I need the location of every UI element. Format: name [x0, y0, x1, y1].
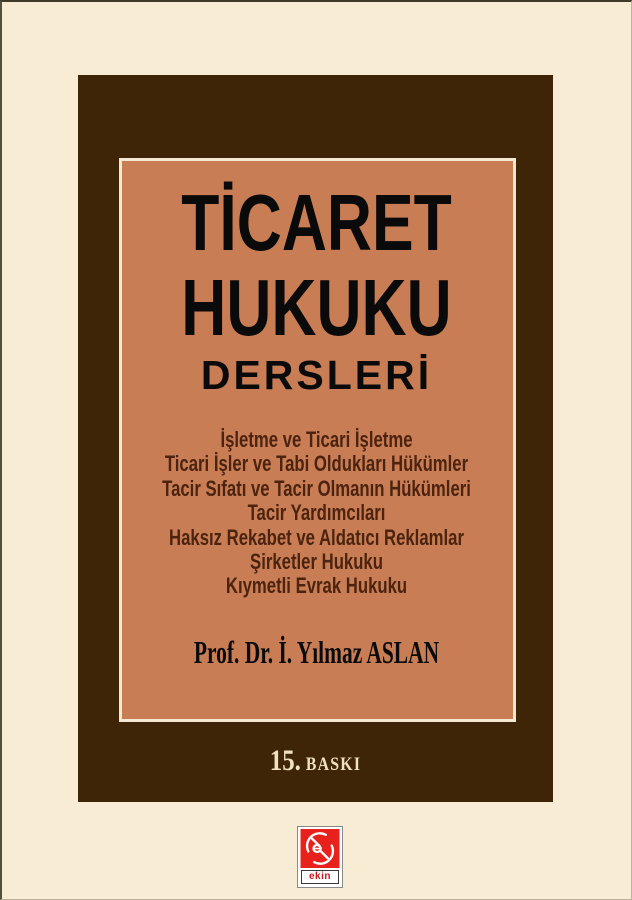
publisher-name: ekin	[301, 870, 339, 884]
publisher-logo	[297, 826, 343, 888]
topic-item: Tacir Yardımcıları	[247, 500, 386, 526]
topic-item: Ticari İşler ve Tabi Oldukları Hükümler	[164, 451, 469, 477]
topic-list	[77, 428, 555, 599]
topic-item: Tacir Sıfatı ve Tacir Olmanın Hükümleri	[162, 475, 471, 501]
edition-line	[118, 746, 512, 776]
topic-item: Haksız Rekabet ve Aldatıcı Reklamlar	[169, 524, 464, 550]
edition-number: 15.	[269, 744, 301, 777]
title-line-2: HUKUKU	[181, 263, 452, 352]
edition-word: BASKI	[305, 754, 362, 775]
topic-item: Kıymetli Evrak Hukuku	[225, 573, 408, 599]
title-line-1: TİCARET	[181, 178, 452, 267]
topic-item: İşletme ve Ticari İşletme	[220, 427, 413, 452]
publisher-emblem-icon	[300, 829, 340, 868]
author-name: Prof. Dr. İ. Yılmaz ASLAN	[193, 634, 440, 670]
topic-item: Şirketler Hukuku	[250, 549, 383, 575]
title-line-3: DERSLERİ	[200, 352, 433, 398]
